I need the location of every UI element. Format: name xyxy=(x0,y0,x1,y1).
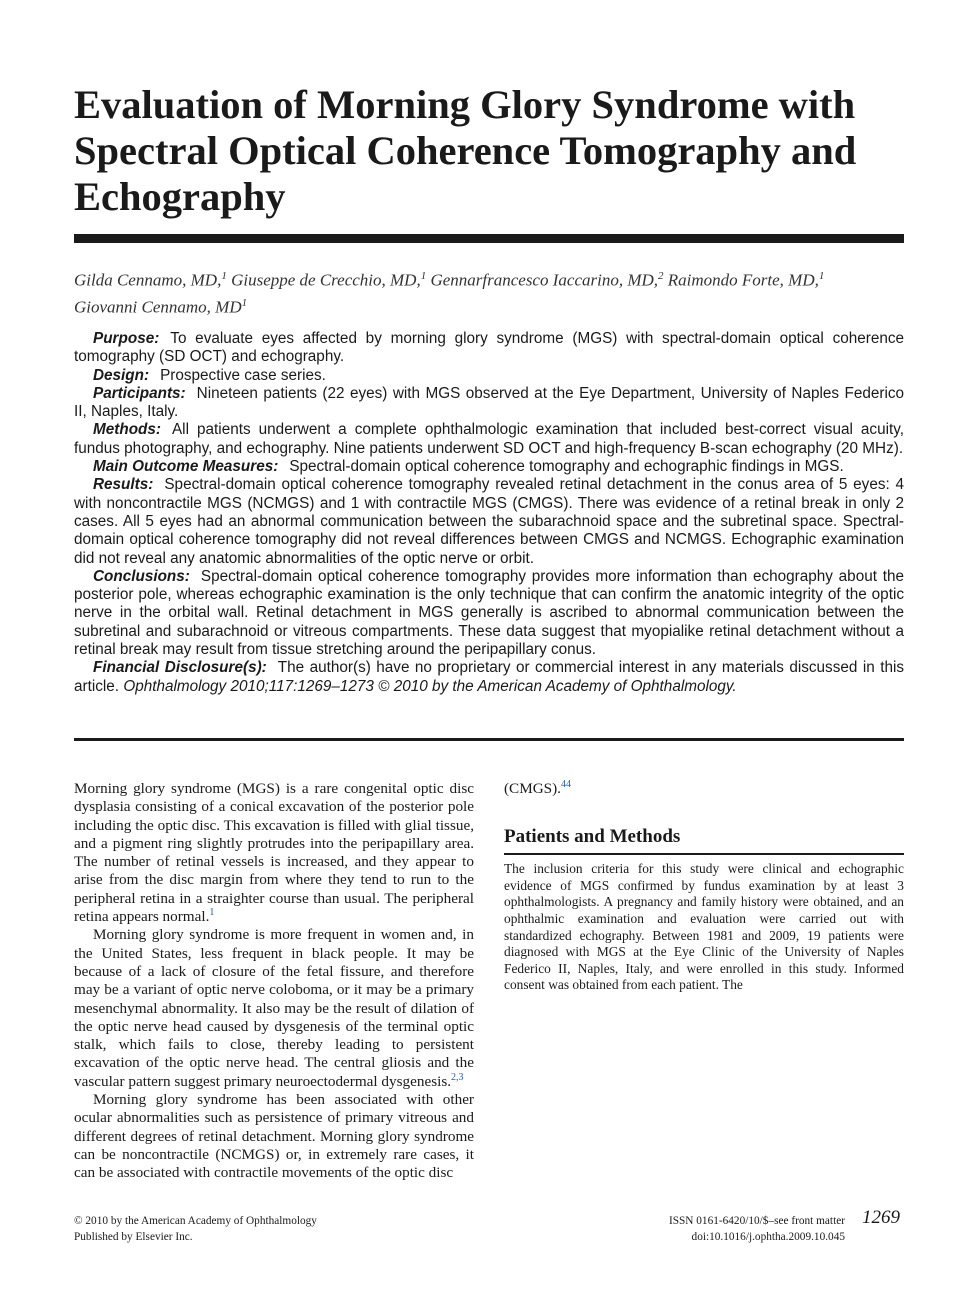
abstract-disclosure xyxy=(74,659,904,696)
paragraph-text: Morning glory syndrome is more frequent in women and, in the United States, less frequent in black people. It may be because of a lack of closure of the fetal fissure, and therefore may be a variant of optic nerve coloboma, or it may be a primary mesenchymal abnormality. It also may be the result of dilation of the optic nerve head caused by dysgenesis of the terminal optic stalk, which fails to close, thereby leading to persistent excavation of the optic nerve head. The central gliosis and the vascular pattern suggest primary neuroectodermal dysgenesis. xyxy=(74,926,474,1090)
purpose-label: Purpose: xyxy=(93,330,160,347)
reference-link[interactable]: 4 xyxy=(565,778,571,790)
conclusions-label: Conclusions: xyxy=(93,567,190,585)
affiliation-marker: 1 xyxy=(241,296,248,309)
participants-label: Participants: xyxy=(93,384,186,402)
affiliation-marker: 1 xyxy=(221,270,227,282)
body-paragraph xyxy=(74,1091,474,1182)
disclosure-label: Financial Disclosure(s): xyxy=(93,659,267,677)
methods-label: Methods: xyxy=(93,421,161,439)
title-rule xyxy=(74,234,904,243)
author-name: Gilda Cennamo, MD, xyxy=(74,270,222,290)
abstract-methods xyxy=(74,421,904,458)
affiliation-marker: 1 xyxy=(818,270,825,282)
disclosure-text: The author(s) have no proprietary or commercial interest in any materials discussed in this article. xyxy=(74,659,905,695)
author-list xyxy=(74,265,914,318)
abstract-participants xyxy=(74,385,904,422)
abstract-conclusions xyxy=(74,568,904,659)
author-name: Gennarfrancesco Iaccarino, MD, xyxy=(430,270,659,290)
reference-link[interactable]: 4 xyxy=(560,778,566,790)
outcome-text: Spectral-domain optical coherence tomography and echographic findings in MGS. xyxy=(289,458,844,476)
paragraph-text: (CMGS). xyxy=(504,780,561,797)
author-name: Raimondo Forte, MD, xyxy=(667,270,819,290)
paragraph-text: Morning glory syndrome has been associated with other ocular abnormalities such as persistence of primary vitreous and different degrees of retinal detachment. Morning glory syndrome can be noncontractile (NCMGS) or, in extremely rare cases, it can be associated with contractile movements of the optic disc xyxy=(74,1091,474,1182)
purpose-text: To evaluate eyes affected by morning glory syndrome (MGS) with spectral-domain optical coherence tomography (SD OCT) and echography. xyxy=(74,330,904,366)
affiliation-marker: 1 xyxy=(420,270,427,282)
article-title: Evaluation of Morning Glory Syndrome with Spectral Optical Coherence Tomography and Echography xyxy=(74,82,857,219)
publisher-line: Published by Elsevier Inc. xyxy=(74,1231,193,1243)
abstract-results xyxy=(74,476,904,567)
page-number: 1269 xyxy=(862,1207,900,1228)
doi-line: doi:10.1016/j.ophtha.2009.10.045 xyxy=(691,1231,845,1243)
results-label: Results: xyxy=(93,476,154,494)
abstract-outcome xyxy=(74,458,904,476)
methods-text: All patients underwent a complete ophthalmologic examination that included best-correct visual acuity, fundus photography, and echography. Nine patients underwent SD OCT and high-frequency B-scan echography (20 MHz). xyxy=(74,421,904,457)
participants-text: Nineteen patients (22 eyes) with MGS observed at the Eye Department, University of Naples Federico II, Naples, Italy. xyxy=(74,384,904,421)
abstract-design xyxy=(74,367,904,385)
copyright-line: © 2010 by the American Academy of Ophthalmology xyxy=(74,1215,317,1227)
issn-line: ISSN 0161-6420/10/$–see front matter xyxy=(668,1215,845,1227)
footer-left xyxy=(74,1213,317,1245)
abstract-purpose xyxy=(74,330,904,367)
right-column xyxy=(504,780,904,994)
footer-right xyxy=(600,1213,845,1245)
journal-citation: Ophthalmology 2010;117:1269–1273 © 2010 by the American Academy of Ophthalmology. xyxy=(123,677,737,695)
author-name: Giuseppe de Crecchio, MD, xyxy=(231,270,421,290)
affiliation-marker: 2 xyxy=(658,270,664,282)
conclusions-text: Spectral-domain optical coherence tomography provides more information than echography about the posterior pole, whereas echographic examination is the only technique that can confirm the anatomic integrity of the optic nerve in the orbital wall. Retinal detachment in MGS generally is ascribed to abnormal communication between the subretinal and subarachnoid or vitreous compartments. These data suggest that myopialike retinal detachment without a retinal break may result from tissue stretching around the peripapillary conus. xyxy=(74,567,904,659)
abstract-rule xyxy=(74,738,904,741)
paragraph-text: Morning glory syndrome (MGS) is a rare congenital optic disc dysplasia consisting of a conical excavation of the posterior pole including the optic disc. This excavation is filled with glial tissue, and a pigment ring slightly protrudes into the peripapillary area. The number of retinal vessels is increased, and they appear to arise from the disc margin from where they tend to run to the peripheral retina in a straighter course than usual. The peripheral retina appears normal. xyxy=(74,780,474,926)
abstract xyxy=(74,330,904,696)
section-rule xyxy=(504,853,904,855)
body-paragraph xyxy=(74,926,474,1091)
body-paragraph-continued xyxy=(504,780,904,798)
results-text: Spectral-domain optical coherence tomography revealed retinal detachment in the conus area of 5 eyes: 4 with noncontractile MGS (NCMGS) and 1 with contractile MGS (CMGS). There was evidence of a retinal break in only 2 cases. All 5 eyes had an abnormal communication between the subarachnoid space and the subretinal space. Spectral-domain optical coherence tomography did not reveal differences between CMGS and NCMGS. Echographic examination did not reveal any anatomic abnormalities of the optic nerve or orbit. xyxy=(74,476,904,567)
design-text: Prospective case series. xyxy=(160,366,326,384)
reference-link[interactable]: 1 xyxy=(209,907,215,919)
reference-link[interactable]: 2,3 xyxy=(451,1071,464,1083)
design-label: Design: xyxy=(93,366,150,384)
body-paragraph xyxy=(74,780,474,926)
section-heading: Patients and Methods xyxy=(504,826,681,848)
body-paragraph: The inclusion criteria for this study were clinical and echographic evidence of MGS confirmed by fundus examination by at least 3 ophthalmologists. A pregnancy and family history were obtained, and an ophthalmic examination and evaluation were carried out with standardized echography. Between 1981 and 2009, 19 patients were diagnosed with MGS at the Eye Clinic of the University of Naples Federico II, Naples, Italy, and were enrolled in this study. Informed consent was obtained from each patient. The xyxy=(504,861,904,993)
left-column xyxy=(74,780,474,1183)
author-name: Giovanni Cennamo, MD xyxy=(74,297,242,317)
outcome-label: Main Outcome Measures: xyxy=(93,458,279,476)
